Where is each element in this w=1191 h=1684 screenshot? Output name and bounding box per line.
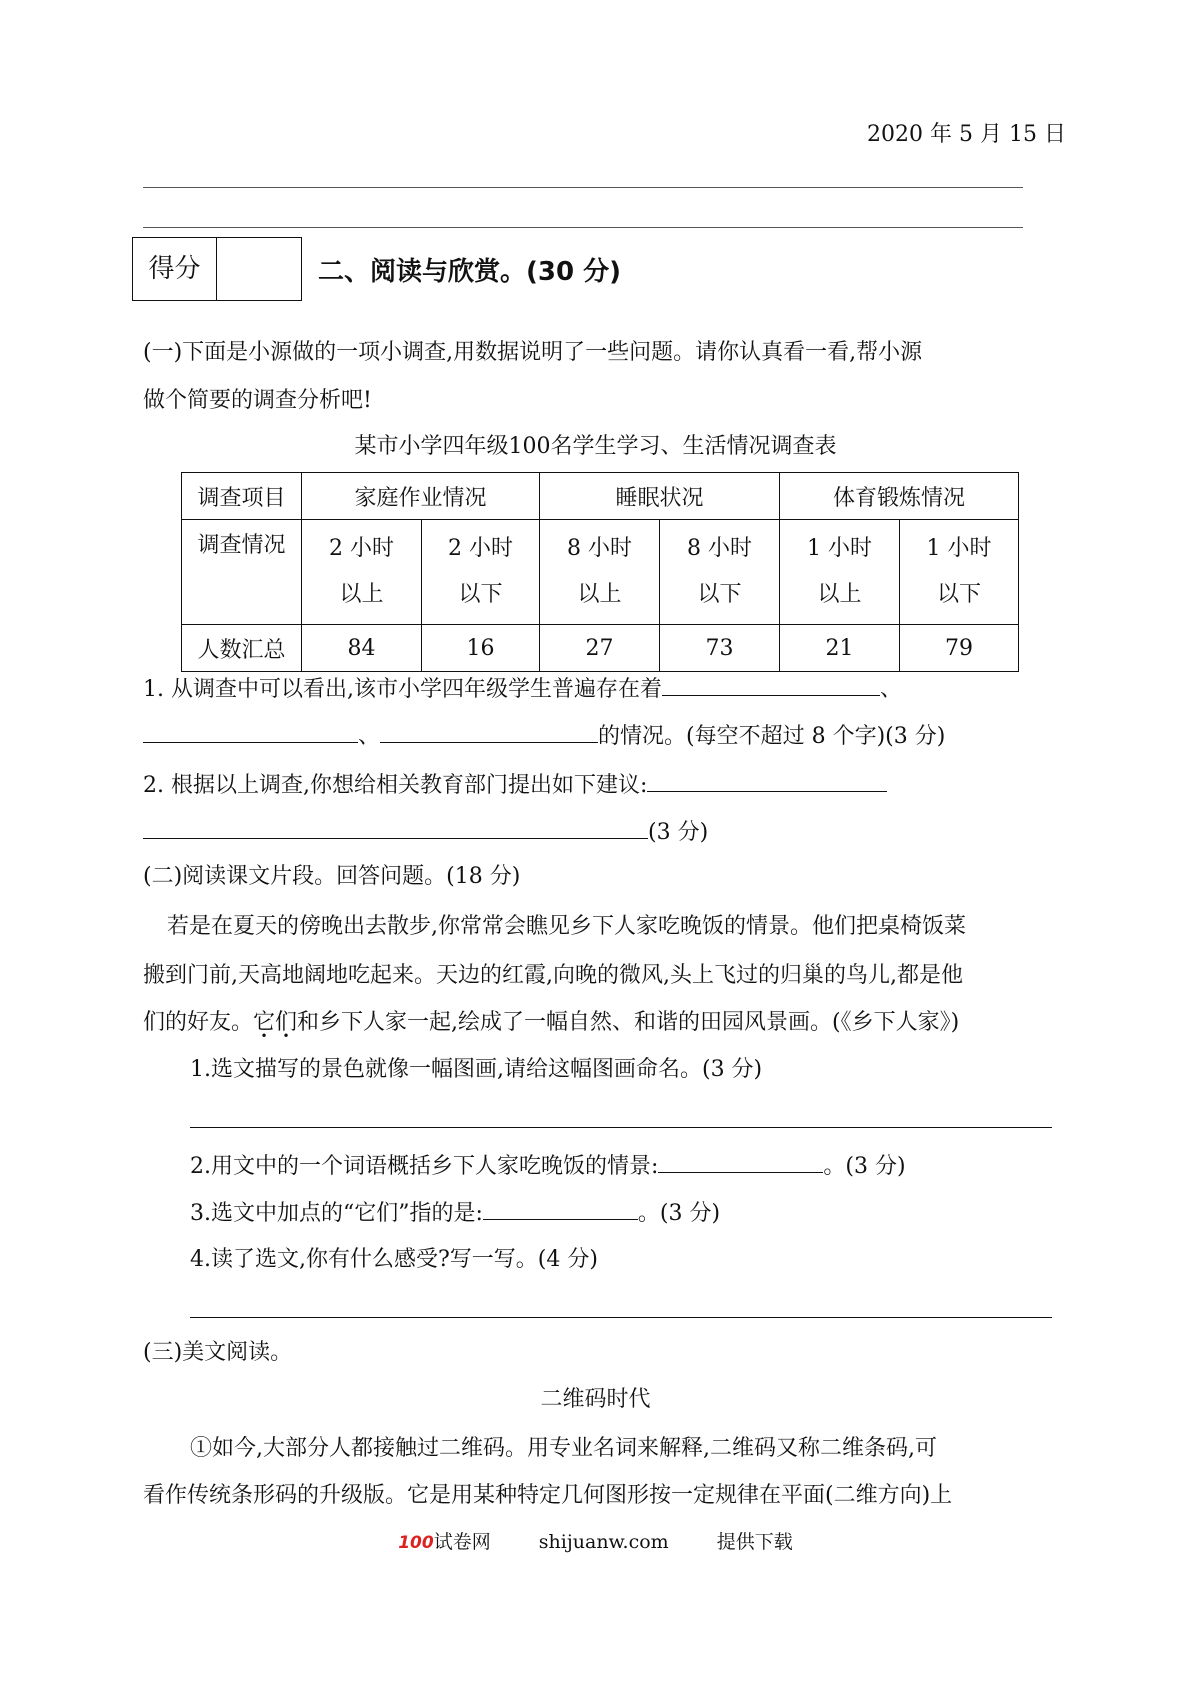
answer-blank[interactable] [380,720,598,743]
passage-line: 若是在夏天的傍晚出去散步,你常常会瞧见乡下人家吃晚饭的情景。他们把桌椅饭菜 [167,914,966,939]
col-status: 1 小时 以下 [900,520,1019,625]
question-2: 2. 根据以上调查,你想给相关教育部门提出如下建议: [143,769,887,801]
part1-intro-line2: 做个简要的调查分析吧! [143,388,372,413]
emphasis-char: 它 [253,1010,276,1035]
part2-question-1: 1.选文描写的景色就像一幅图画,请给这幅图画命名。(3 分) [190,1057,763,1082]
part2-question-3: 3.选文中加点的“它们”指的是: 。(3 分) [190,1197,720,1229]
count-cell: 84 [302,625,422,672]
answer-blank[interactable] [143,720,358,743]
row-label-status: 调查情况 [182,520,302,625]
article-line: 看作传统条形码的升级版。它是用某种特定几何图形按一定规律在平面(二维方向)上 [143,1483,953,1508]
answer-line[interactable] [190,1317,1052,1318]
part2-heading: (二)阅读课文片段。回答问题。(18 分) [143,864,521,889]
download-label: 提供下载 [716,1531,793,1553]
count-cell: 27 [540,625,660,672]
date: 2020 年 5 月 15 日 [867,122,1066,147]
emphasis-char: 们 [275,1010,298,1035]
group-homework: 家庭作业情况 [302,473,540,520]
row-label-item: 调查项目 [182,473,302,520]
table-title: 某市小学四年级100名学生学习、生活情况调查表 [354,434,837,459]
score-box [132,237,302,301]
question-1-line2: 、 的情况。(每空不超过 8 个字)(3 分) [143,720,945,752]
passage-line: 搬到门前,天高地阔地吃起来。天边的红霞,向晚的微风,头上飞过的归巢的鸟儿,都是他 [143,963,963,988]
site-logo: 100 [398,1533,434,1553]
answer-line [143,227,1023,228]
row-label-total: 人数汇总 [182,625,302,672]
question-2-line2: (3 分) [143,816,708,848]
article-line: ①如今,大部分人都接触过二维码。用专业名词来解释,二维码又称二维条码,可 [190,1436,937,1461]
answer-blank[interactable] [647,769,887,792]
col-status: 2 小时 以上 [302,520,422,625]
answer-blank[interactable] [143,816,648,839]
col-status: 8 小时 以上 [540,520,660,625]
score-label: 得分 [133,238,217,300]
part2-question-2: 2.用文中的一个词语概括乡下人家吃晚饭的情景: 。(3 分) [190,1150,906,1182]
question-1: 1. 从调查中可以看出,该市小学四年级学生普遍存在着 、 [143,673,902,705]
article-title: 二维码时代 [540,1387,651,1412]
footer [0,1527,1191,1554]
survey-table [181,472,1019,672]
part2-question-4: 4.读了选文,你有什么感受?写一写。(4 分) [190,1247,598,1272]
site-domain[interactable]: shijuanw.com [538,1531,669,1553]
passage-line: 们的好友。它们和乡下人家一起,绘成了一幅自然、和谐的田园风景画。(《乡下人家》) [143,1010,960,1035]
group-sleep: 睡眠状况 [540,473,780,520]
answer-blank[interactable] [483,1197,638,1220]
answer-line[interactable] [190,1127,1052,1128]
site-name: 试卷网 [433,1531,491,1553]
part3-heading: (三)美文阅读。 [143,1340,293,1365]
count-cell: 21 [780,625,900,672]
count-cell: 16 [422,625,540,672]
answer-blank[interactable] [662,673,880,696]
answer-line [143,187,1023,188]
part1-intro-line1: (一)下面是小源做的一项小调查,用数据说明了一些问题。请你认真看一看,帮小源 [143,340,923,365]
col-status: 8 小时 以下 [660,520,780,625]
col-status: 1 小时 以上 [780,520,900,625]
col-status: 2 小时 以下 [422,520,540,625]
answer-blank[interactable] [658,1150,823,1173]
section-title: 二、阅读与欣赏。(30 分) [318,257,621,287]
group-exercise: 体育锻炼情况 [780,473,1019,520]
count-cell: 73 [660,625,780,672]
count-cell: 79 [900,625,1019,672]
